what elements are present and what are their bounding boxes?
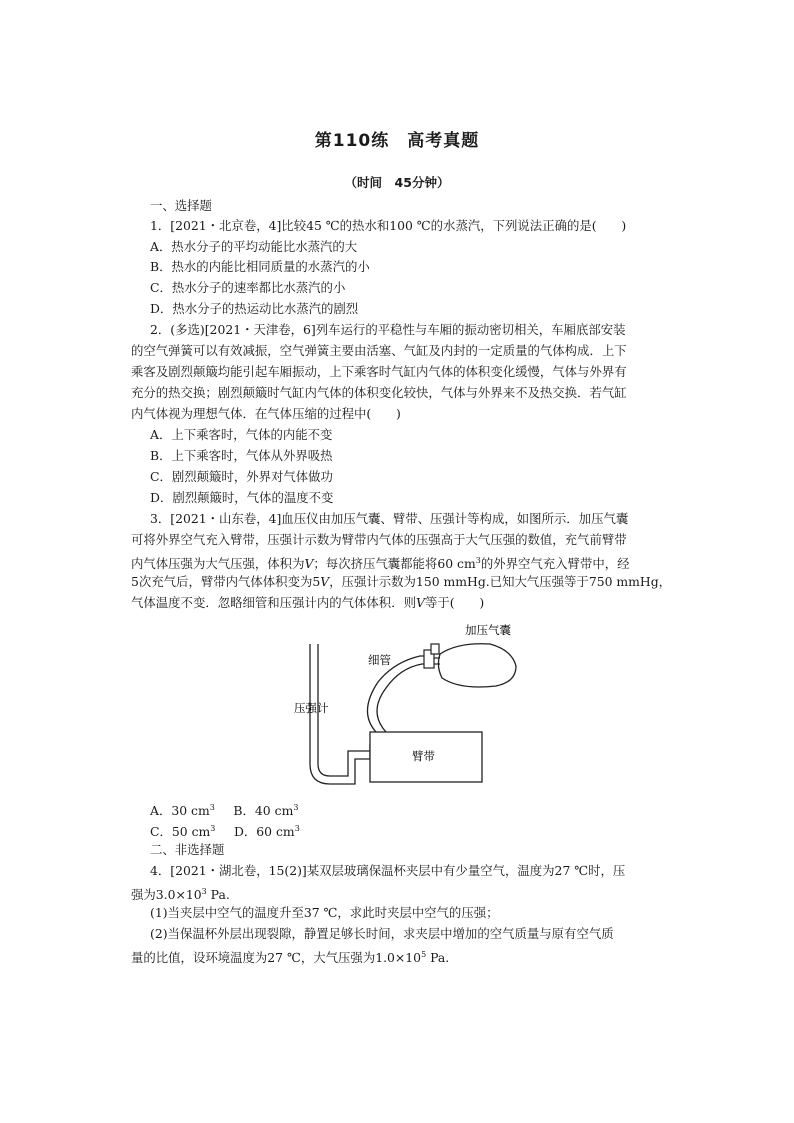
question-2-line-1: 2．(多选)[2021・天津卷，6]列车运行的平稳性与车厢的振动密切相关，车厢底部安装 <box>150 322 626 337</box>
question-2-line-2: 的空气弹簧可以有效减振，空气弹簧主要由活塞、气缸及内封的一定质量的气体构成．上下 <box>131 343 627 358</box>
label-gauge: 压强计 <box>294 701 329 715</box>
question-2-line-3: 乘客及剧烈颠簸均能引起车厢振动，上下乘客时气缸内气体的体积变化缓慢，气体与外界有 <box>131 364 627 379</box>
question-3-options-row-1: A．30 $cm^3$ B．40 $cm^3$ <box>150 803 299 818</box>
question-2-option-b: B．上下乘客时，气体从外界吸热 <box>150 448 333 463</box>
valve-cap <box>431 644 439 654</box>
question-1-option-b: B．热水的内能比相同质量的水蒸汽的小 <box>150 259 370 274</box>
section-heading-open: 二、非选择题 <box>150 842 225 857</box>
question-3-line-2: 可将外界空气充入臂带，压强计示数为臂带内气体的压强高于大气压强的数值，充气前臂带 <box>131 532 627 547</box>
question-2-line-4: 充分的热交换；剧烈颠簸时气缸内气体的体积变化较快，气体与外界来不及热交换．若气缸 <box>131 385 627 400</box>
question-2-option-d: D．剧烈颠簸时，气体的温度不变 <box>150 490 334 505</box>
question-1-option-c: C．热水分子的速率都比水蒸汽的小 <box>150 280 346 295</box>
time-limit: （时间 45分钟） <box>344 175 450 190</box>
question-1-option-a: A．热水分子的平均动能比水蒸汽的大 <box>150 239 358 254</box>
page-title: 第110练 高考真题 <box>314 131 480 151</box>
thin-tube-outer <box>367 656 432 732</box>
question-3-line-1: 3．[2021・山东卷，4]血压仪由加压气囊、臂带、压强计等构成，如图所示．加压气囊 <box>150 511 629 526</box>
question-1-stem: 1．[2021・北京卷，4]比较45 ℃的热水和100 ℃的水蒸汽，下列说法正确的是( ) <box>150 218 627 233</box>
question-4-line-2: 强为$3.0\times 10^3$ Pa. <box>131 887 230 902</box>
question-4-line-1: 4．[2021・湖北卷，15(2)]某双层玻璃保温杯夹层中有少量空气，温度为27 ℃时，压 <box>150 863 626 878</box>
question-3-options-row-2: C．50 $cm^3$ D．60 $cm^3$ <box>150 824 300 839</box>
question-2-line-5: 内气体视为理想气体．在气体压缩的过程中( ) <box>131 406 401 421</box>
question-1-option-d: D．热水分子的热运动比水蒸汽的剧烈 <box>150 301 359 316</box>
question-3-line-4: 5次充气后，臂带内气体体积变为5V，压强计示数为150 mmHg.已知大气压强等于750 mmHg， <box>131 574 672 589</box>
question-4-part-1: (1)当夹层中空气的温度升至37 ℃，求此时夹层中空气的压强； <box>150 905 499 920</box>
question-3-line-5: 气体温度不变．忽略细管和压强计内的气体体积．则V等于( ) <box>131 595 485 610</box>
pressure-bulb <box>438 644 516 687</box>
label-cuff: 臂带 <box>412 749 435 763</box>
section-heading-choice: 一、选择题 <box>150 198 212 213</box>
question-2-option-c: C．剧烈颠簸时，外界对气体做功 <box>150 469 333 484</box>
label-pump: 加压气囊 <box>465 623 511 637</box>
label-tube: 细管 <box>368 653 391 667</box>
question-2-option-a: A．上下乘客时，气体的内能不变 <box>150 427 333 442</box>
question-4-part-2: (2)当保温杯外层出现裂隙，静置足够长时间，求夹层中增加的空气质量与原有空气质 <box>150 926 614 941</box>
blood-pressure-device-diagram <box>290 614 550 794</box>
question-3-line-3: 内气体压强为大气压强，体积为V；每次挤压气囊都能将60 $cm^3$的外界空气充入臂带中，经 <box>131 556 630 571</box>
question-4-part-2-cont: 量的比值，设环境温度为27 ℃，大气压强为$1.0\times 10^5$ Pa. <box>131 950 450 965</box>
